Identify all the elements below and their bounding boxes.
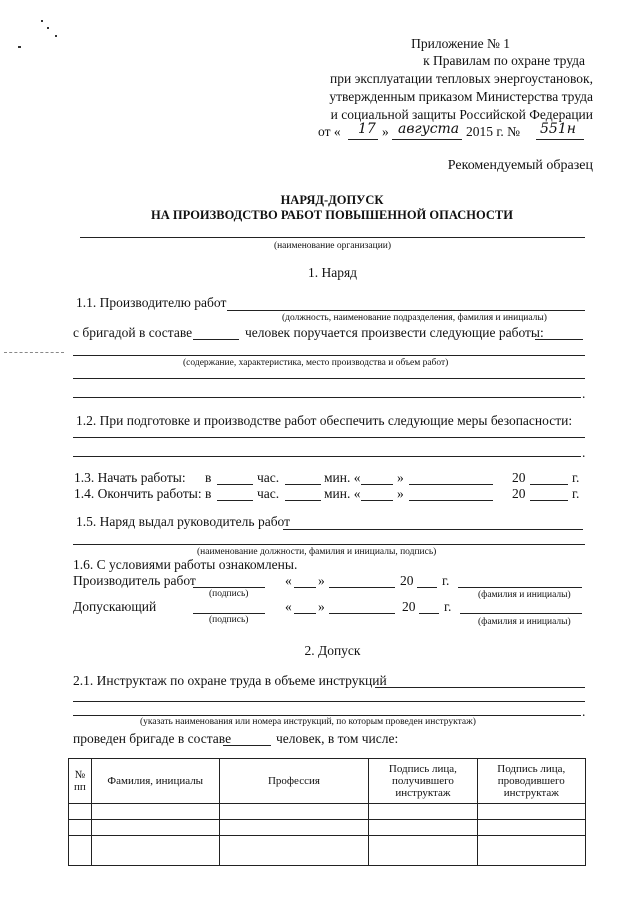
end-year-line (530, 500, 568, 501)
appendix-day: 17 (358, 121, 376, 137)
appendix-line5: и социальной защиты Российской Федерации (330, 107, 593, 122)
issuer-line (283, 529, 583, 530)
appendix-date-prefix: от « (318, 124, 341, 139)
title-line2: НА ПРОИЗВОДСТВО РАБОТ ПОВЫШЕННОЙ ОПАСНОСТИ (151, 208, 513, 222)
admitting-quote-close: » (318, 599, 325, 614)
end-g: г. (572, 486, 580, 501)
works-line-3 (73, 397, 581, 398)
start-year: 20 (512, 470, 526, 485)
item-1-2-label: 1.2. При подготовке и производстве работ обеспечить следующие меры безопасности: (76, 413, 573, 428)
start-day-line (361, 484, 393, 485)
header-profession: Профессия (219, 759, 369, 804)
start-min-line (285, 484, 321, 485)
table-cell (91, 836, 219, 866)
day-underline (348, 139, 378, 140)
producer-signature-caption: (подпись) (209, 589, 249, 599)
table-cell (69, 836, 92, 866)
producer-year: 20 (400, 573, 414, 588)
table-row (69, 820, 586, 836)
header-conducted: Подпись лица, проводившего инструктаж (477, 759, 585, 804)
end-month-line (409, 500, 493, 501)
appendix-line4: утвержденным приказом Министерства труда (329, 89, 593, 104)
admitting-signature-caption: (подпись) (209, 615, 249, 625)
producer-line (227, 310, 585, 311)
table-cell (477, 804, 585, 820)
item-1-1-caption: (должность, наименование подразделения, фамилия и инициалы) (282, 313, 547, 323)
producer-g: г. (442, 573, 450, 588)
appendix-year: 2015 г. № (466, 124, 521, 139)
admitting-year-line (419, 613, 439, 614)
producer-name-line (458, 587, 582, 588)
start-month-line (409, 484, 493, 485)
appendix-line2: к Правилам по охране труда (423, 53, 585, 68)
instructions-line-3 (73, 715, 581, 716)
end-day-line (361, 500, 393, 501)
works-line-2 (73, 378, 585, 379)
appendix-date-mid: » (382, 124, 389, 139)
scan-speck (47, 27, 49, 29)
instructions-line-1 (375, 687, 585, 688)
issuer-line-2 (73, 544, 585, 545)
item-1-5-caption: (наименование должности, фамилия и инициалы, подпись) (197, 547, 437, 557)
start-year-line (530, 484, 568, 485)
section1-heading: 1. Наряд (307, 265, 358, 280)
admitting-g: г. (444, 599, 452, 614)
table-cell (477, 836, 585, 866)
org-caption: (наименование организации) (273, 241, 392, 251)
admitting-signature-line (193, 613, 265, 614)
producer-signature-line (193, 587, 265, 588)
table-cell (219, 804, 369, 820)
brigade-count-line (193, 339, 239, 340)
item-1-6-label: 1.6. С условиями работы ознакомлены. (73, 557, 298, 572)
table-cell (219, 836, 369, 866)
table-cell (69, 820, 92, 836)
table-cell (477, 820, 585, 836)
item-1-3-label: 1.3. Начать работы: (74, 470, 186, 485)
month-underline (392, 139, 462, 140)
admitting-day-line (294, 613, 316, 614)
instructions-line-dot: . (582, 704, 586, 719)
producer-label: Производитель работ (73, 573, 196, 588)
brigade2-suffix: человек, в том числе: (276, 731, 399, 746)
header-num: № пп (69, 759, 92, 804)
appendix-line3: при эксплуатации тепловых энергоустановок, (330, 71, 593, 86)
table-cell (219, 820, 369, 836)
item-2-1-caption: (указать наименования или номера инструкций, по которым проведен инструктаж) (140, 717, 476, 727)
table-row (69, 804, 586, 820)
producer-year-line (417, 587, 437, 588)
item-2-1-label: 2.1. Инструктаж по охране труда в объеме инструкций (73, 673, 387, 688)
works-line (73, 355, 585, 356)
org-line (80, 237, 585, 238)
start-v: в (205, 470, 212, 485)
end-v: в (205, 486, 212, 501)
item-1-4-label: 1.4. Окончить работы: (74, 486, 202, 501)
table-header-row (69, 759, 586, 804)
instruction-table (68, 758, 586, 866)
admitting-label: Допускающий (73, 599, 157, 614)
works-caption: (содержание, характеристика, место производства и объем работ) (183, 358, 449, 368)
appendix-number: 551н (540, 121, 576, 137)
header-received: Подпись лица, получившего инструктаж (369, 759, 477, 804)
producer-quote-open: « (285, 573, 292, 588)
appendix-month: августа (398, 121, 460, 137)
title-line1: НАРЯД-ДОПУСК (280, 193, 384, 207)
section2-heading: 2. Допуск (304, 643, 361, 658)
brigade2-prefix: проведен бригаде в составе (73, 731, 232, 746)
safety-line-1 (73, 437, 585, 438)
table-cell (369, 820, 477, 836)
scan-speck (55, 35, 57, 37)
admitting-quote-open: « (285, 599, 292, 614)
appendix-line1: Приложение № 1 (411, 36, 510, 51)
scan-speck (41, 20, 43, 22)
start-minutes: мин. « (324, 470, 361, 485)
table-cell (369, 836, 477, 866)
table-cell (69, 804, 92, 820)
safety-line-2 (73, 456, 581, 457)
recommended-sample: Рекомендуемый образец (447, 158, 593, 173)
safety-line-dot: . (582, 445, 586, 460)
producer-name-caption: (фамилия и инициалы) (478, 590, 571, 600)
start-quote-close: » (397, 470, 404, 485)
admitting-month-line (329, 613, 395, 614)
scan-speck (18, 46, 21, 48)
admitting-name-caption: (фамилия и инициалы) (478, 617, 571, 627)
admitting-year: 20 (402, 599, 416, 614)
brigade-prefix: с бригадой в составе (73, 325, 193, 340)
table-cell (91, 804, 219, 820)
item-1-1-label: 1.1. Производителю работ (76, 295, 227, 310)
start-hours: час. (257, 470, 280, 485)
start-hour-line (217, 484, 253, 485)
producer-day-line (294, 587, 316, 588)
instructions-line-2 (73, 701, 585, 702)
producer-month-line (329, 587, 395, 588)
scan-mark (4, 352, 64, 353)
works-line-end (535, 339, 583, 340)
end-hour-line (217, 500, 253, 501)
end-hours: час. (257, 486, 280, 501)
admitting-name-line (460, 613, 582, 614)
producer-quote-close: » (318, 573, 325, 588)
header-name: Фамилия, инициалы (91, 759, 219, 804)
start-g: г. (572, 470, 580, 485)
table-cell (91, 820, 219, 836)
end-quote-close: » (397, 486, 404, 501)
end-min-line (285, 500, 321, 501)
works-line-dot: . (582, 386, 586, 401)
brigade-suffix: человек поручается произвести следующие работы: (245, 325, 544, 340)
table-cell (369, 804, 477, 820)
item-1-5-label: 1.5. Наряд выдал руководитель работ (76, 514, 291, 529)
end-minutes: мин. « (324, 486, 361, 501)
brigade2-count-line (223, 745, 271, 746)
number-underline (536, 139, 584, 140)
table-row (69, 836, 586, 866)
end-year: 20 (512, 486, 526, 501)
